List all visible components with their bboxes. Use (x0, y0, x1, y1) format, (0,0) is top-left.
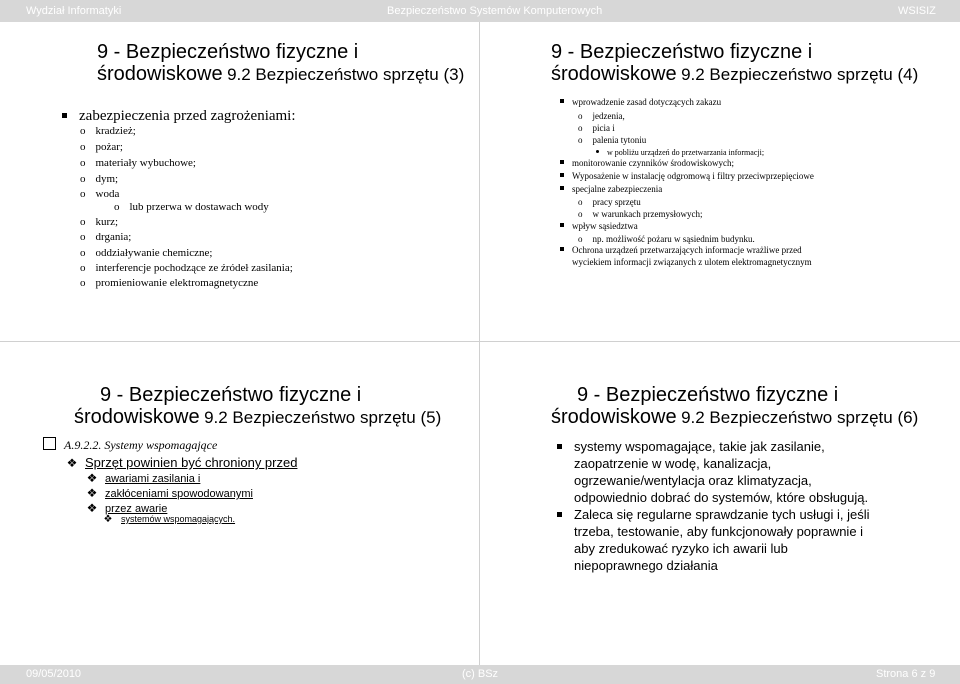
slide-4-title-line1: 9 - Bezpieczeństwo fizyczne i (551, 41, 813, 63)
square-bullet-icon (62, 113, 67, 118)
list-item: o pożar; (80, 141, 123, 153)
diamond-bullet-icon: ❖ (86, 501, 98, 515)
list-item: Zaleca się regularne sprawdzanie tych usługi i, jeśli (557, 507, 870, 522)
square-bullet-icon (560, 173, 564, 177)
list-item: w pobliżu urządzeń do przetwarzania informacji; (596, 148, 764, 157)
square-bullet-icon (560, 160, 564, 164)
footer-page-number: Strona 6 z 9 (876, 668, 936, 680)
footer-copyright: (c) BSz (462, 668, 499, 680)
slide-6-title (551, 384, 918, 428)
page-footer (0, 665, 960, 684)
checkbox-bullet-icon (43, 437, 56, 450)
list-item: o w warunkach przemysłowych; (578, 209, 703, 219)
list-item: o dym; (80, 173, 119, 185)
list-item: Wyposażenie w instalację odgromową i filtry przeciwprzepięciowe (560, 171, 814, 181)
list-item: wyciekiem informacji związanych z ulotem elektromagnetycznym (572, 257, 812, 267)
list-item: o interferencje pochodzące ze źródeł zasilania; (80, 262, 293, 274)
square-bullet-icon (557, 512, 562, 517)
slide-4-title (551, 41, 918, 85)
slide-5-heading: A.9.2.2. Systemy wspomagające (43, 436, 217, 453)
list-item: o lub przerwa w dostawach wody (114, 201, 269, 213)
slide-6-title-line1: 9 - Bezpieczeństwo fizyczne i (577, 384, 839, 406)
header-left: Wydział Informatyki (26, 5, 122, 17)
list-item: ogrzewanie/wentylacja oraz klimatyzacja, (574, 473, 812, 488)
list-item: o materiały wybuchowe; (80, 157, 196, 169)
slide-3-title-line1: 9 - Bezpieczeństwo fizyczne i (97, 41, 359, 63)
list-item: Ochrona urządzeń przetwarzających informacje wrażliwe przed (560, 245, 802, 255)
list-item: o picia i (578, 123, 615, 133)
list-item: o drgania; (80, 231, 132, 243)
list-item: o jedzenia, (578, 111, 625, 121)
list-item: ❖ przez awarie (86, 501, 168, 515)
slide-5-title-line2: środowiskowe (74, 406, 200, 428)
square-bullet-icon (560, 247, 564, 251)
slide-3-lead-text: zabezpieczenia przed zagrożeniami: (79, 108, 296, 124)
vertical-divider (479, 22, 480, 665)
list-item: o promieniowanie elektromagnetyczne (80, 277, 259, 289)
slide-5-title (74, 384, 441, 428)
slide-3-subtitle: 9.2 Bezpieczeństwo sprzętu (3) (227, 65, 465, 84)
list-item: ❖ awariami zasilania i (86, 471, 201, 485)
dot-bullet-icon (596, 150, 599, 153)
diamond-bullet-icon: ❖ (86, 486, 98, 500)
list-item: systemy wspomagające, takie jak zasilanie, (557, 439, 825, 454)
list-item: ❖ systemów wspomagających. (101, 514, 235, 525)
list-item: o pracy sprzętu (578, 197, 641, 207)
horizontal-divider (0, 341, 960, 342)
list-item: o kradzież; (80, 125, 136, 137)
list-item: wpływ sąsiedztwa (560, 221, 638, 231)
header-center: Bezpieczeństwo Systemów Komputerowych (387, 5, 603, 17)
list-item: ❖ zakłóceniami spowodowanymi (86, 486, 253, 500)
list-item: trzeba, testowanie, aby funkcjonowały poprawnie i (574, 524, 864, 539)
footer-date: 09/05/2010 (26, 668, 82, 680)
slide-5-title-line1: 9 - Bezpieczeństwo fizyczne i (100, 384, 362, 406)
list-item: o palenia tytoniu (578, 135, 647, 145)
slide-5-subtitle: 9.2 Bezpieczeństwo sprzętu (5) (204, 408, 442, 427)
list-item: wprowadzenie zasad dotyczących zakazu (560, 97, 721, 107)
list-item: niepoprawnego działania (574, 558, 718, 573)
square-bullet-icon (560, 99, 564, 103)
slide-3-title (97, 41, 464, 85)
square-bullet-icon (560, 223, 564, 227)
diamond-bullet-icon: ❖ (86, 471, 98, 485)
diamond-bullet-icon: ❖ (66, 456, 78, 470)
page-header (0, 0, 960, 22)
diamond-bullet-icon: ❖ (103, 514, 113, 525)
list-item: o np. możliwość pożaru w sąsiednim budynku. (578, 234, 755, 244)
slide-4-subtitle: 9.2 Bezpieczeństwo sprzętu (4) (681, 65, 919, 84)
slide-3-lead (62, 108, 296, 125)
square-bullet-icon (560, 186, 564, 190)
slide-4-title-line2: środowiskowe (551, 63, 677, 85)
square-bullet-icon (557, 444, 562, 449)
slide-6-title-line2: środowiskowe (551, 406, 677, 428)
list-item: specjalne zabezpieczenia (560, 184, 662, 194)
header-right: WSISIZ (898, 5, 936, 17)
list-item: zaopatrzenie w wodę, kanalizacja, (574, 456, 772, 471)
slide-3-title-line2: środowiskowe (97, 63, 223, 85)
list-item: monitorowanie czynników środowiskowych; (560, 158, 734, 168)
list-item: o kurz; (80, 216, 119, 228)
slide-6-subtitle: 9.2 Bezpieczeństwo sprzętu (6) (681, 408, 919, 427)
list-item: ❖ Sprzęt powinien być chroniony przed (66, 455, 298, 470)
list-item: o woda (80, 188, 120, 200)
list-item: odpowiednio dobrać do systemów, które obsługują. (574, 490, 869, 505)
list-item: o oddziaływanie chemiczne; (80, 247, 213, 259)
list-item: aby zredukować ryzyko ich awarii lub (574, 541, 788, 556)
